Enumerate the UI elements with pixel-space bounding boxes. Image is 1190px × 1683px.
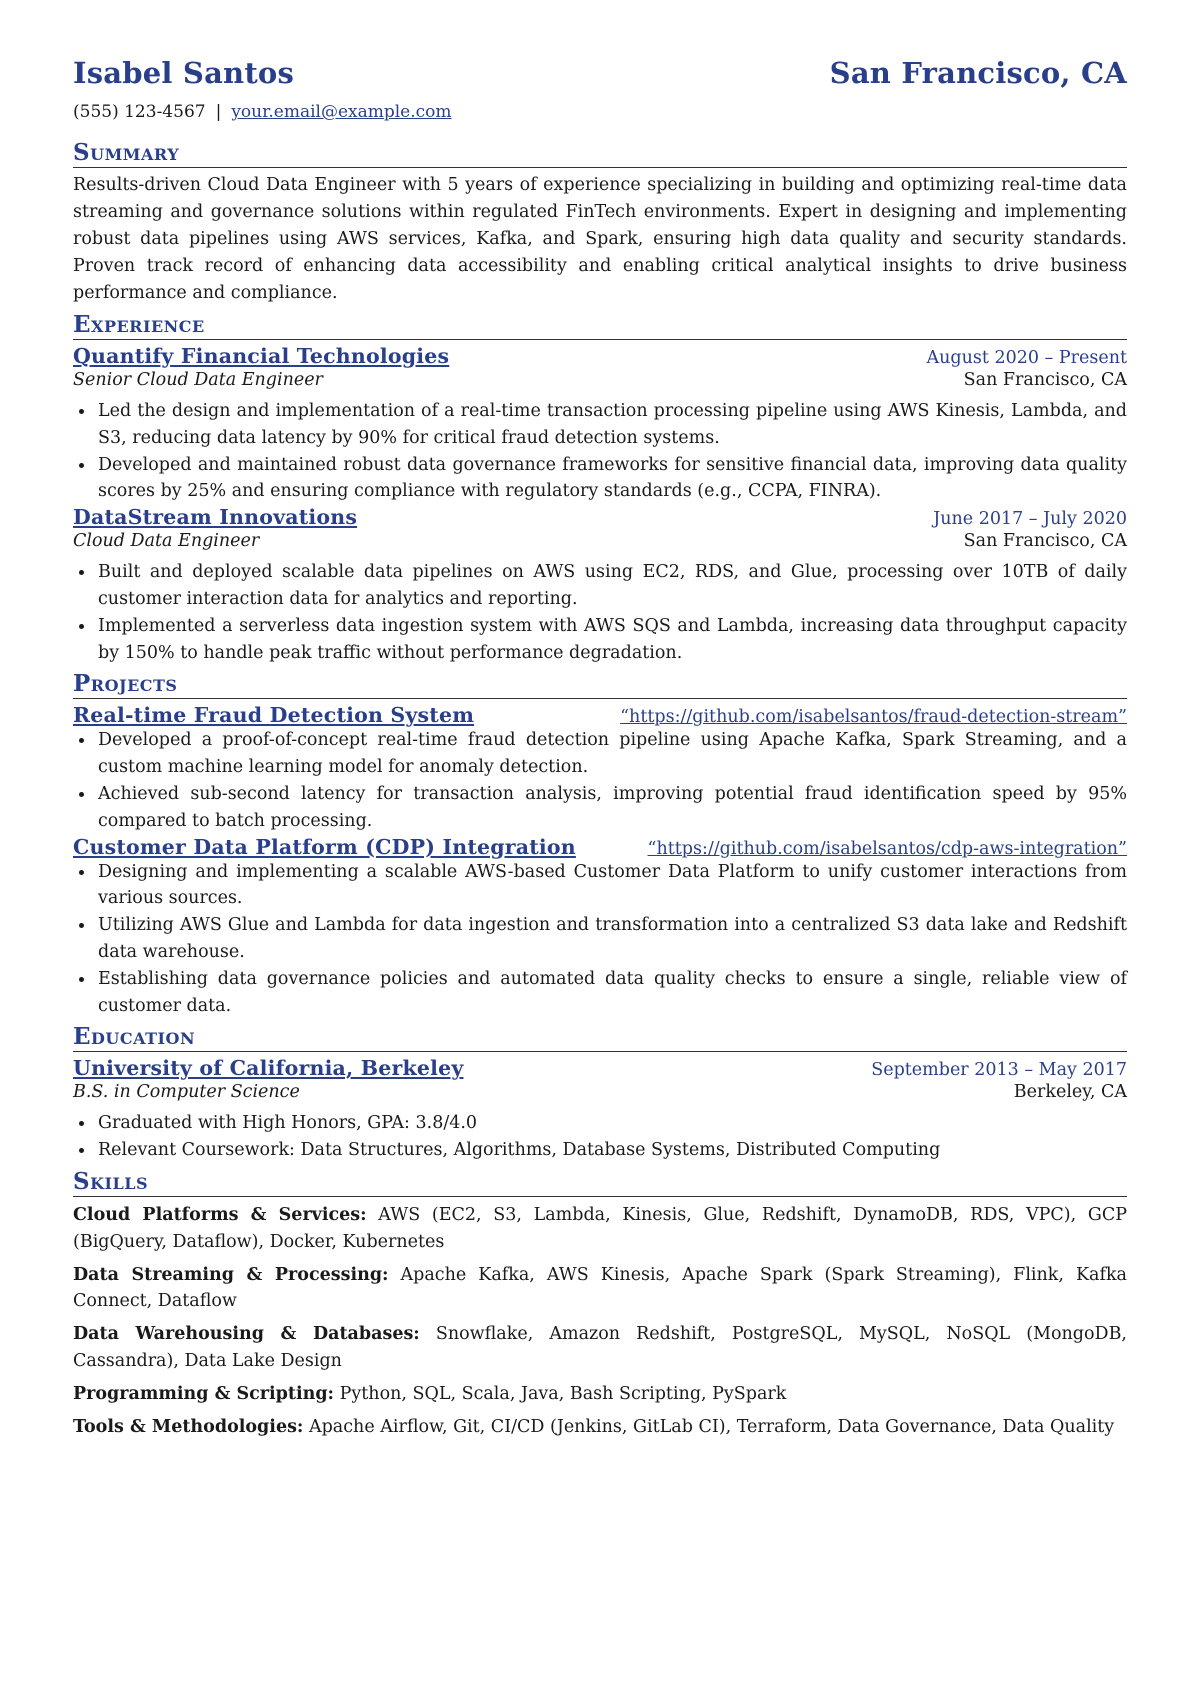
project-url-link[interactable]: “https://github.com/isabelsantos/cdp-aws-integration”: [647, 838, 1127, 859]
section-title-skills: Skills: [73, 1169, 1127, 1197]
bullet-list: [73, 1110, 1127, 1164]
list-item: Led the design and implementation of a real-time transaction processing pipeline using AWS Kinesis, Lambda, and S3, reducing data latency by 90% for critical fraud detection systems.: [98, 398, 1127, 452]
school-link[interactable]: University of California, Berkeley: [73, 1056, 464, 1081]
candidate-name: Isabel Santos: [73, 56, 295, 90]
experience-entry: [73, 344, 1127, 505]
resume-header: [73, 56, 1127, 96]
education-location: Berkeley, CA: [1013, 1082, 1127, 1103]
skill-values: Apache Kafka, AWS Kinesis, Apache Spark (Spark Streaming), Flink, Kafka Connect, Dataflow: [73, 1264, 1127, 1312]
skill-line: [73, 1262, 1127, 1316]
job-location: San Francisco, CA: [963, 531, 1127, 552]
summary-text: Results-driven Cloud Data Engineer with 5 years of experience specializing in building and optimizing real-time data streaming and governance solutions within regulated FinTech environments. Expert in designing and implementing robust data pipelines using AWS services, Kafka, and Spark, ensuring high data quality and security standards. Proven track record of enhancing data accessibility and enabling critical analytical insights to drive business performance and compliance.: [73, 175, 1127, 303]
list-item: Utilizing AWS Glue and Lambda for data ingestion and transformation into a centralized S3 data lake and Redshift data warehouse.: [98, 912, 1127, 966]
skill-category: Programming & Scripting:: [73, 1383, 335, 1404]
bullet-list: [73, 859, 1127, 1020]
skill-values: AWS (EC2, S3, Lambda, Kinesis, Glue, Redshift, DynamoDB, RDS, VPC), GCP (BigQuery, Dataflow), Docker, Kubernetes: [73, 1204, 1127, 1252]
list-item: Establishing data governance policies and automated data quality checks to ensure a single, reliable view of customer data.: [98, 966, 1127, 1020]
project-entry: [73, 703, 1127, 834]
project-url-link[interactable]: “https://github.com/isabelsantos/fraud-detection-stream”: [620, 707, 1127, 728]
list-item: Achieved sub-second latency for transaction analysis, improving potential fraud identification speed by 95% compared to batch processing.: [98, 781, 1127, 835]
section-title-summary: Summary: [73, 140, 1127, 168]
header-location: San Francisco, CA: [829, 56, 1127, 90]
skill-values: Snowflake, Amazon Redshift, PostgreSQL, MySQL, NoSQL (MongoDB, Cassandra), Data Lake Design: [73, 1324, 1127, 1371]
job-location: San Francisco, CA: [963, 370, 1127, 390]
list-item: Developed and maintained robust data governance frameworks for sensitive financial data, improving data quality scores by 25% and ensuring compliance with regulatory standards (e.g., CCPA, FINRA).: [98, 452, 1127, 506]
job-title: Cloud Data Engineer: [73, 531, 260, 552]
job-title: Senior Cloud Data Engineer: [73, 370, 323, 390]
company-link[interactable]: DataStream Innovations: [73, 505, 358, 530]
list-item: Relevant Coursework: Data Structures, Algorithms, Database Systems, Distributed Computing: [98, 1137, 1127, 1164]
resume-page: [73, 56, 1127, 1440]
bullet-list: [73, 398, 1127, 505]
section-title-education: Education: [73, 1024, 1127, 1052]
skill-category: Cloud Platforms & Services:: [73, 1204, 367, 1225]
list-item: Graduated with High Honors, GPA: 3.8/4.0: [98, 1110, 1127, 1137]
bullet-list: [73, 727, 1127, 834]
phone-number: (555) 123-4567: [73, 102, 206, 122]
education-entry: [73, 1056, 1127, 1164]
list-item: Built and deployed scalable data pipelines on AWS using EC2, RDS, and Glue, processing over 10TB of daily customer interaction data for analytics and reporting.: [98, 559, 1127, 613]
skill-category: Data Warehousing & Databases:: [73, 1324, 420, 1345]
company-link[interactable]: Quantify Financial Technologies: [73, 344, 450, 368]
project-entry: [73, 835, 1127, 1020]
skill-category: Tools & Methodologies:: [73, 1416, 304, 1437]
project-link[interactable]: Customer Data Platform (CDP) Integration: [73, 834, 576, 859]
skill-values: Apache Airflow, Git, CI/CD (Jenkins, GitLab CI), Terraform, Data Governance, Data Quality: [308, 1416, 1115, 1437]
list-item: Implemented a serverless data ingestion system with AWS SQS and Lambda, increasing data throughput capacity by 150% to handle peak traffic without performance degradation.: [98, 613, 1127, 667]
experience-entry: [73, 505, 1127, 666]
bullet-list: [73, 559, 1127, 666]
section-title-projects: Projects: [73, 671, 1127, 699]
skill-line: [73, 1414, 1127, 1441]
project-link[interactable]: Real-time Fraud Detection System: [73, 703, 475, 728]
job-dates: June 2017 – July 2020: [933, 509, 1127, 530]
skill-line: [73, 1381, 1127, 1408]
email-link[interactable]: your.email@example.com: [231, 102, 452, 122]
skills-list: [73, 1202, 1127, 1440]
job-dates: August 2020 – Present: [926, 348, 1127, 368]
list-item: Designing and implementing a scalable AWS-based Customer Data Platform to unify customer interactions from various sources.: [98, 859, 1127, 913]
contact-separator: |: [215, 102, 222, 122]
education-dates: September 2013 – May 2017: [871, 1060, 1127, 1081]
degree: B.S. in Computer Science: [73, 1082, 300, 1103]
skill-line: [73, 1321, 1127, 1375]
contact-line: [73, 102, 1127, 122]
list-item: Developed a proof-of-concept real-time fraud detection pipeline using Apache Kafka, Spark Streaming, and a custom machine learning model for anomaly detection.: [98, 727, 1127, 781]
skill-category: Data Streaming & Processing:: [73, 1264, 389, 1285]
skill-line: [73, 1202, 1127, 1256]
skill-values: Python, SQL, Scala, Java, Bash Scripting, PySpark: [339, 1383, 787, 1404]
section-title-experience: Experience: [73, 312, 1127, 340]
